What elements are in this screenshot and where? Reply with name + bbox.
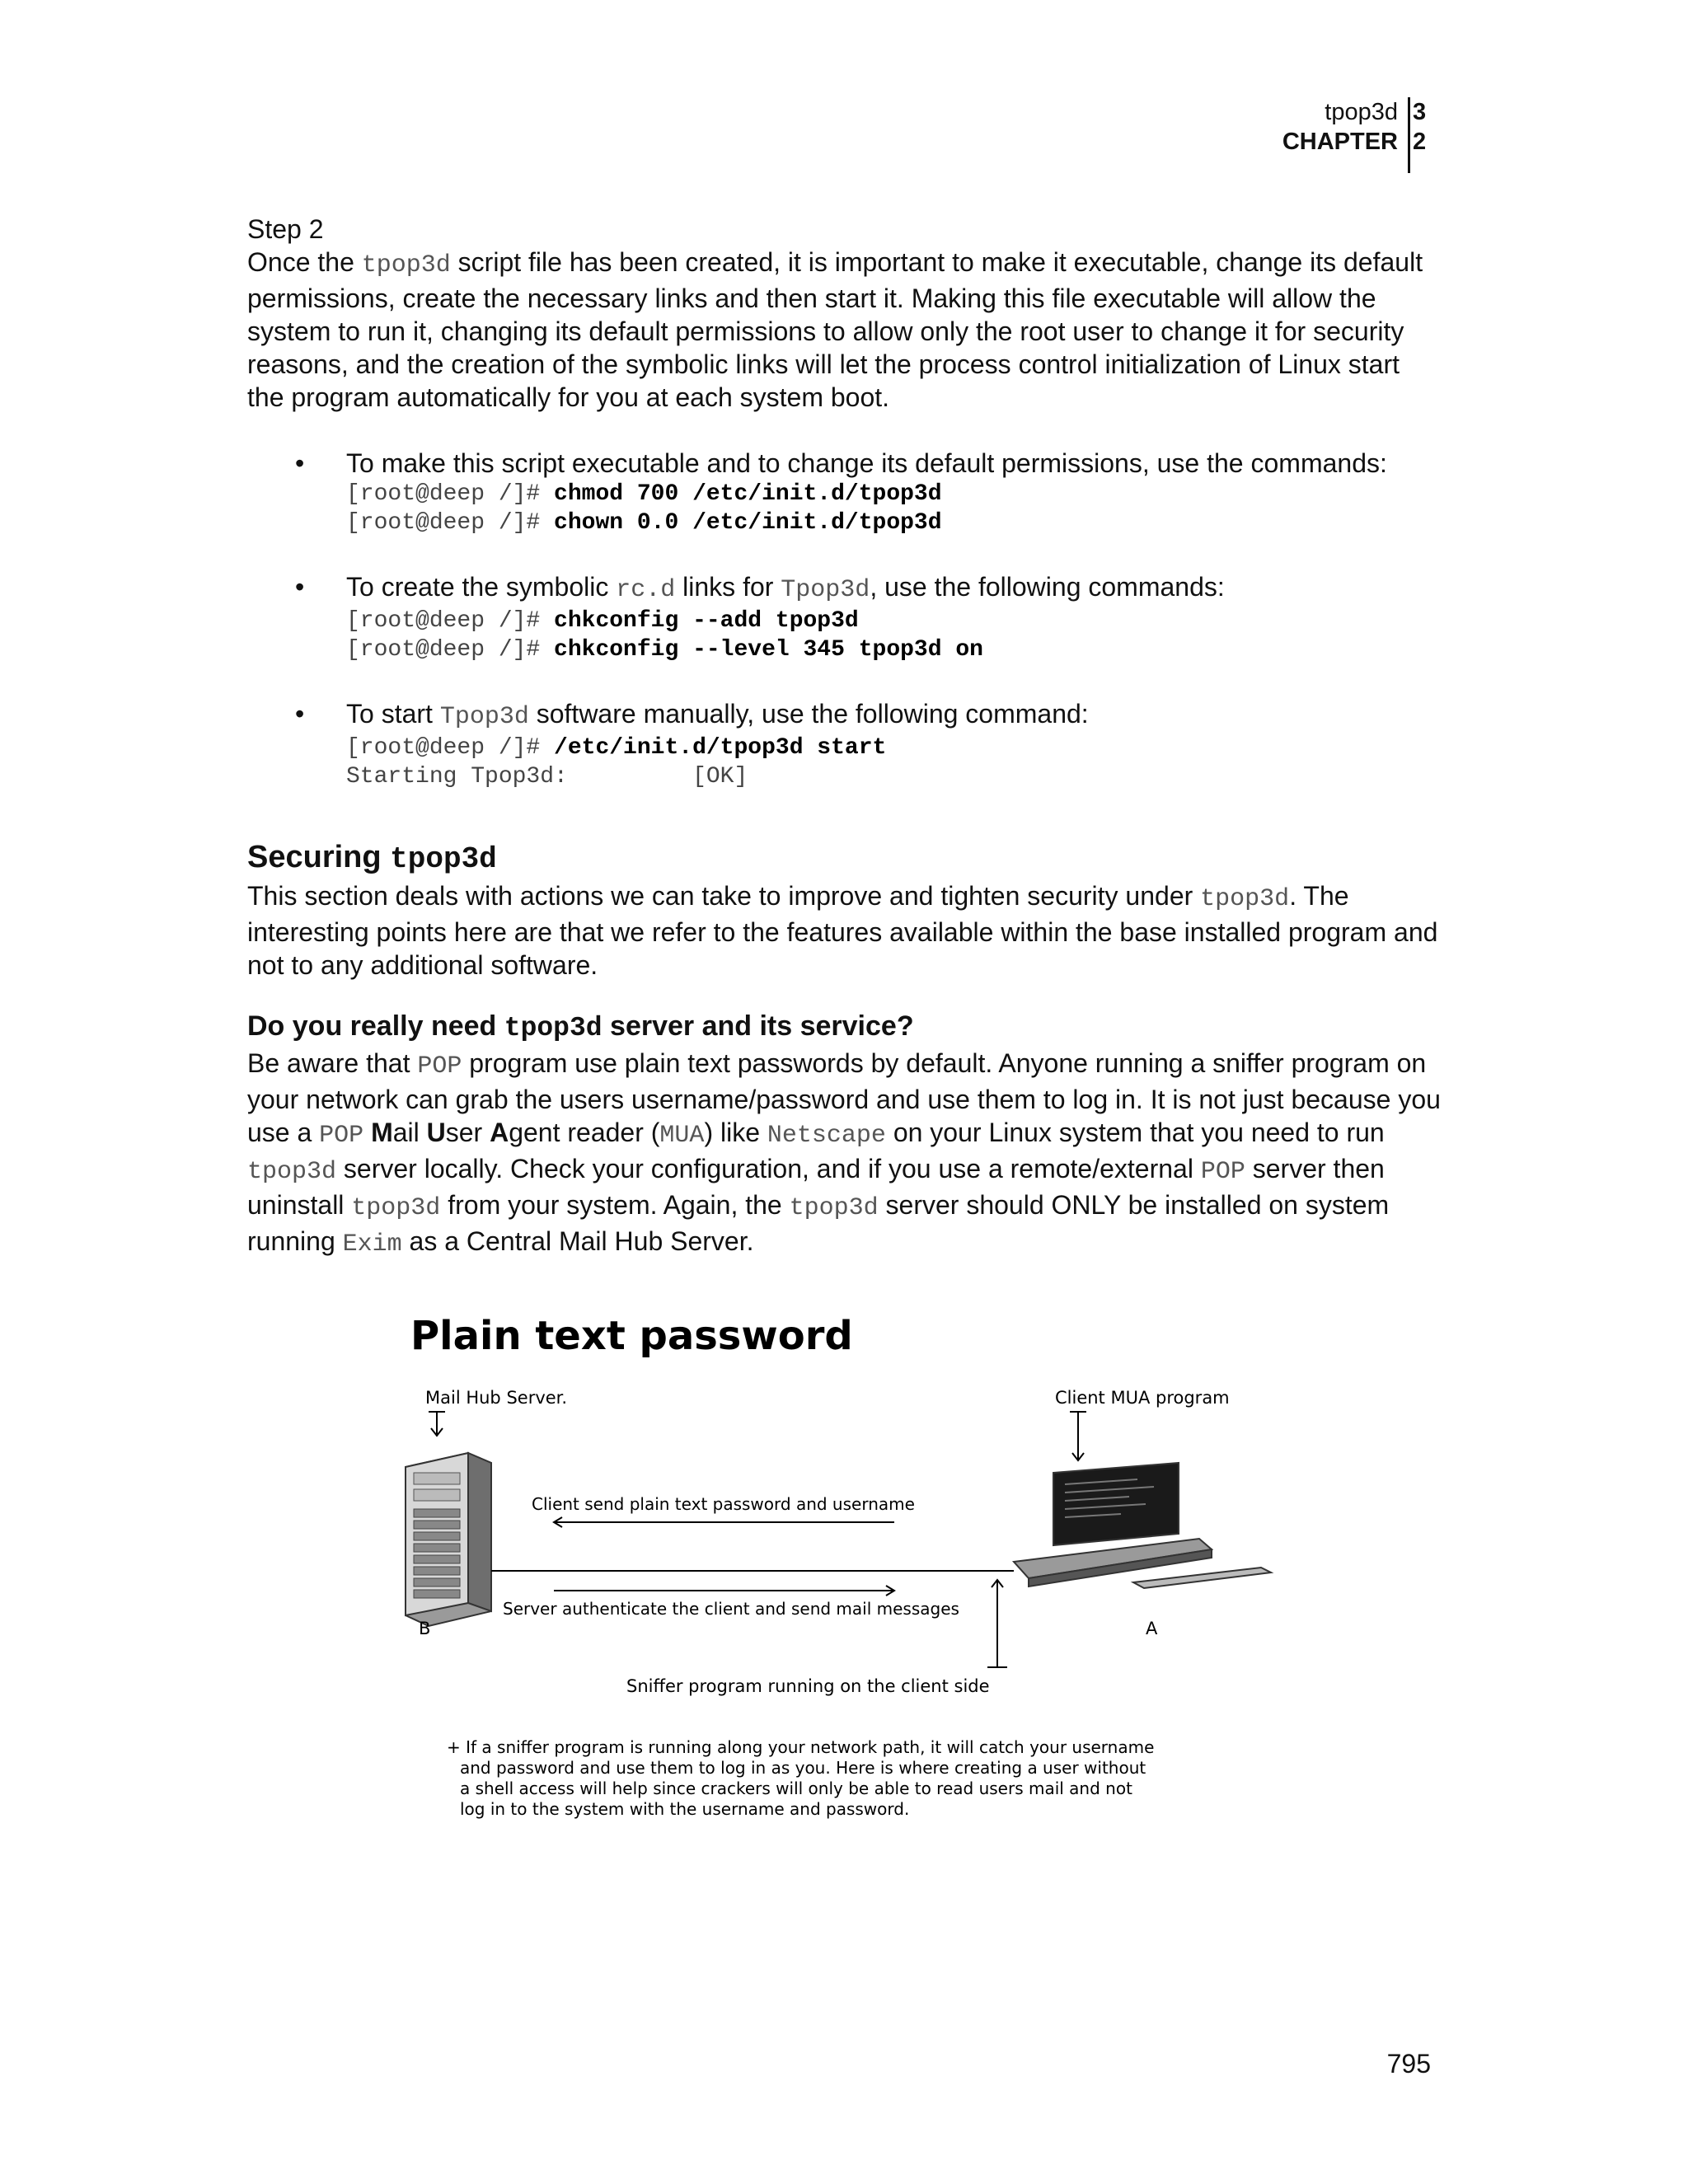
para-text: server then uninstall	[247, 1154, 1385, 1220]
code-command: chkconfig --add tpop3d	[554, 608, 859, 634]
subheading-need	[247, 1008, 1442, 1047]
figure-title: Plain text password	[410, 1313, 853, 1359]
code-command: chkconfig --level 345 tpop3d on	[554, 637, 983, 663]
running-header-labels	[1282, 97, 1398, 157]
inline-code: MUA	[659, 1122, 705, 1150]
inline-code: Tpop3d	[439, 703, 529, 731]
step-paragraph	[247, 246, 1442, 414]
inline-code: tpop3d	[789, 1194, 879, 1222]
bullet-text-part: , use the following commands:	[870, 572, 1225, 602]
arrow-top-label: Client send plain text password and username	[532, 1494, 915, 1514]
bullet-text-part: To create the symbolic	[346, 572, 617, 602]
heading-text: Do you really need	[247, 1010, 504, 1042]
bullet-text-part: links for	[675, 572, 781, 602]
bullet-text-part: To start	[346, 699, 440, 729]
need-paragraph	[247, 1047, 1442, 1261]
bullet-item-permissions	[247, 447, 1442, 537]
page-content	[247, 213, 1442, 1261]
code-prompt: [root@deep /]#	[346, 735, 555, 761]
inline-code: tpop3d	[1200, 885, 1290, 913]
step-text-1: Once the	[247, 247, 362, 277]
para-text	[363, 1118, 371, 1147]
code-line	[346, 635, 1442, 664]
step-text-2: script file has been created, it is important to make it executable, change its default permissions, create the necessary links and then start it. Making this file executable will allow the system to run it, changing its default permissions to allow only the root user to change it for security reasons, and the creation of the symbolic links will let the process control initialization of Linux start the program automatically for you at each system boot.	[247, 247, 1423, 412]
inline-code: tpop3d	[247, 1158, 337, 1186]
running-header-topic: tpop3d	[1325, 99, 1398, 125]
step-code-tpop3d: tpop3d	[361, 251, 451, 279]
arrow-client-to-server	[554, 1517, 894, 1527]
sniffer-label: Sniffer program running on the client side	[626, 1676, 990, 1696]
bullet-text-part: software manually, use the following command:	[528, 699, 1089, 729]
code-command: chmod 700 /etc/init.d/tpop3d	[554, 481, 942, 507]
para-text: from your system. Again, the	[440, 1190, 790, 1220]
bullet-text	[346, 570, 1442, 607]
code-output-line	[346, 762, 1442, 791]
code-prompt: [root@deep /]#	[346, 510, 555, 536]
bold-letter: U	[426, 1118, 446, 1147]
figure-note-line-4: log in to the system with the username and password.	[460, 1799, 910, 1819]
client-label: Client MUA program	[1055, 1388, 1230, 1408]
arrow-bottom-label: Server authenticate the client and send mail messages	[503, 1599, 959, 1619]
code-command: chown 0.0 /etc/init.d/tpop3d	[554, 510, 942, 536]
heading-code: tpop3d	[390, 842, 497, 876]
figure-plain-text-password	[387, 1298, 1302, 1842]
code-line	[346, 733, 1442, 762]
code-line	[346, 509, 1442, 537]
section-heading-securing	[247, 837, 1442, 879]
inline-code: tpop3d	[351, 1194, 441, 1222]
running-header-chapter-number	[1413, 97, 1426, 157]
bold-letter: A	[490, 1118, 509, 1147]
para-text: gent reader (	[509, 1118, 660, 1147]
bullet-text: To make this script executable and to change its default permissions, use the commands:	[346, 448, 1387, 478]
client-computer-icon	[1014, 1463, 1271, 1588]
heading-text: Securing	[247, 840, 391, 874]
arrow-server-to-client	[554, 1586, 894, 1596]
client-pointer-arrow	[1070, 1412, 1086, 1460]
para-text: Be aware that	[247, 1048, 418, 1078]
para-text: This section deals with actions we can take to improve and tighten security under	[247, 881, 1201, 911]
chapter-number-top: 3	[1413, 99, 1427, 125]
inline-code: POP	[319, 1122, 364, 1150]
inline-code: POP	[1200, 1158, 1245, 1186]
inline-code: Netscape	[767, 1122, 886, 1150]
inline-code: Exim	[342, 1230, 402, 1258]
inline-code: Tpop3d	[781, 576, 870, 604]
server-label: Mail Hub Server.	[425, 1388, 568, 1408]
bullet-dot: •	[295, 699, 305, 729]
para-text: on your Linux system that you need to run	[885, 1118, 1385, 1147]
para-text: program use plain text passwords by default. Anyone running a sniffer program on your network can grab the users username/password and use them to log in. It is not just because you use a	[247, 1048, 1441, 1147]
inline-code: rc.d	[616, 576, 676, 604]
bullet-item-start	[247, 697, 1442, 791]
heading-code: tpop3d	[504, 1013, 603, 1043]
para-text: server locally. Check your configuration, and if you use a remote/external	[336, 1154, 1201, 1183]
para-text: . The interesting points here are that we refer to the features available within the base installed program and not to any additional software.	[247, 881, 1438, 980]
bullet-dot: •	[295, 448, 305, 478]
figure-diagram	[387, 1298, 1302, 1842]
step-label: Step 2	[247, 214, 324, 244]
page-number: 795	[1386, 2049, 1431, 2079]
running-header-rule	[1408, 97, 1410, 173]
code-prompt: [root@deep /]#	[346, 637, 555, 663]
bullet-item-symlinks	[247, 570, 1442, 664]
heading-text: server and its service?	[602, 1010, 914, 1042]
bold-letter: M	[371, 1118, 393, 1147]
para-text: server should ONLY be installed on system running	[247, 1190, 1390, 1256]
figure-note-line-2: and password and use them to log in as you. Here is where creating a user without	[460, 1758, 1146, 1778]
code-prompt: [root@deep /]#	[346, 608, 555, 634]
bullet-dot: •	[295, 572, 305, 602]
figure-note-line-1: + If a sniffer program is running along your network path, it will catch your username	[447, 1737, 1155, 1757]
para-text: as a Central Mail Hub Server.	[401, 1226, 754, 1256]
code-command: /etc/init.d/tpop3d start	[554, 735, 887, 761]
code-line	[346, 607, 1442, 635]
securing-paragraph	[247, 879, 1442, 982]
para-text: ser	[445, 1118, 490, 1147]
para-text: ) like	[704, 1118, 767, 1147]
para-text: ail	[392, 1118, 427, 1147]
code-prompt: [root@deep /]#	[346, 481, 555, 507]
code-line	[346, 480, 1442, 509]
running-header-chapter-label: CHAPTER	[1282, 129, 1398, 155]
node-a-label: A	[1146, 1619, 1158, 1638]
figure-note-line-3: a shell access will help since crackers will only be able to read users mail and not	[460, 1779, 1132, 1798]
code-output: Starting Tpop3d: [OK]	[346, 764, 748, 790]
server-pointer-arrow	[429, 1412, 445, 1436]
inline-code: POP	[417, 1052, 462, 1080]
node-b-label: B	[419, 1619, 431, 1638]
chapter-number-bottom: 2	[1413, 129, 1427, 155]
server-tower-icon	[406, 1453, 491, 1626]
sniffer-pointer-arrow	[987, 1580, 1007, 1667]
bullet-text	[346, 697, 1442, 733]
